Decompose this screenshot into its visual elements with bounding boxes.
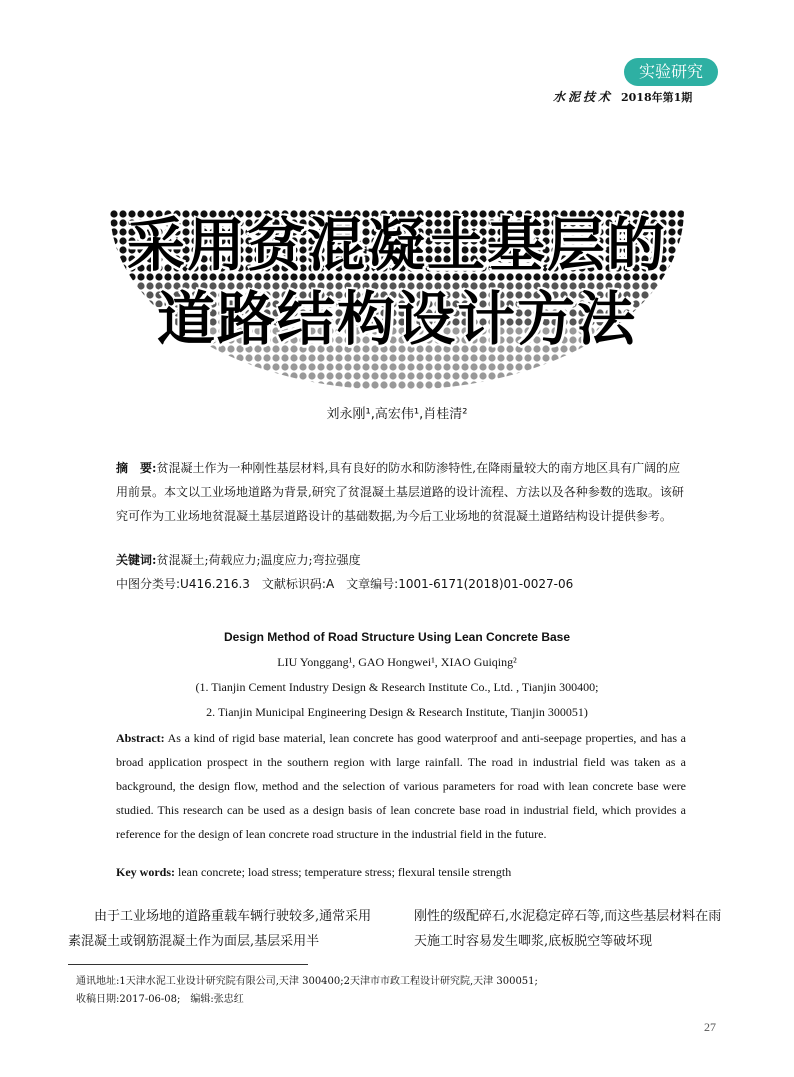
abstract-cn-text: 贫混凝土作为一种刚性基层材料,具有良好的防水和防渗特性,在降雨量较大的南方地区具有广阔的应用前景。本文以工业场地道路为背景,研究了贫混凝土基层道路的设计流程、方法以及各种参数的选取。该研究可作为工业场地贫混凝土基层道路设计的基础数据,为今后工业场地的贫混凝土道路结构设计提供参考。 — [116, 461, 684, 523]
footnote-address: 通讯地址:1天津水泥工业设计研究院有限公司,天津 300400;2天津市市政工程设计研究院,天津 300051; — [76, 976, 538, 987]
english-abstract-text: As a kind of rigid base material, lean concrete has good waterproof and anti-seepage properties, and has a broad application prospect in the southern region with large rainfall. The road in industrial field was taken as a background, the design flow, method and the selection of various parameters for road with lean concrete base were studied. This research can be used as a design basis of lean concrete base road in industrial field, which provides a reference for the design of lean concrete road structure in the industrial field in the future. — [116, 731, 686, 841]
english-keywords-label: Key words: — [116, 865, 175, 879]
journal-name: 水泥技术 — [553, 90, 614, 104]
abstract-cn-label: 摘 要: — [116, 461, 157, 475]
english-abstract-label: Abstract: — [116, 731, 165, 745]
english-keywords — [116, 865, 511, 880]
classification-line: 中图分类号:U416.216.3 文献标识码:A 文章编号:1001-6171(2018)01-0027-06 — [116, 577, 574, 591]
title-line-1: 采用贫混凝土基层的 — [126, 211, 667, 279]
authors-cn: 刘永刚¹,高宏伟¹,肖桂清² — [326, 407, 468, 422]
english-abstract — [116, 726, 686, 846]
english-affiliation-1: (1. Tianjin Cement Industry Design & Research Institute Co., Ltd. , Tianjin 300400; — [195, 680, 599, 694]
issue-label: 2018年第1期 — [621, 91, 693, 104]
title-line-2: 道路结构设计方法 — [156, 285, 637, 353]
keywords-cn — [116, 551, 361, 568]
abstract-cn — [116, 456, 686, 528]
body-column-2: 刚性的级配碎石,水泥稳定碎石等,而这些基层材料在雨天施工时容易发生唧浆,底板脱空等破坏现 — [414, 909, 722, 949]
keywords-cn-label: 关键词: — [116, 553, 157, 567]
section-badge: 实验研究 — [624, 58, 718, 86]
body-column-1: 由于工业场地的道路重载车辆行驶较多,通常采用素混凝土或钢筋混凝土作为面层,基层采用半 — [68, 909, 372, 949]
english-title: Design Method of Road Structure Using Lean Concrete Base — [223, 630, 571, 644]
footnote-divider — [68, 964, 308, 965]
english-affiliation-2: 2. Tianjin Municipal Engineering Design & Research Institute, Tianjin 300051) — [206, 705, 588, 719]
english-authors: LIU Yonggang¹, GAO Hongwei¹, XIAO Guiqing² — [277, 655, 517, 669]
page-number: 27 — [704, 1020, 716, 1034]
english-keywords-text: lean concrete; load stress; temperature stress; flexural tensile strength — [178, 865, 512, 879]
footnote-received: 收稿日期:2017-06-08; 编辑:张忠红 — [76, 994, 244, 1005]
keywords-cn-text: 贫混凝土;荷载应力;温度应力;弯拉强度 — [156, 553, 361, 567]
